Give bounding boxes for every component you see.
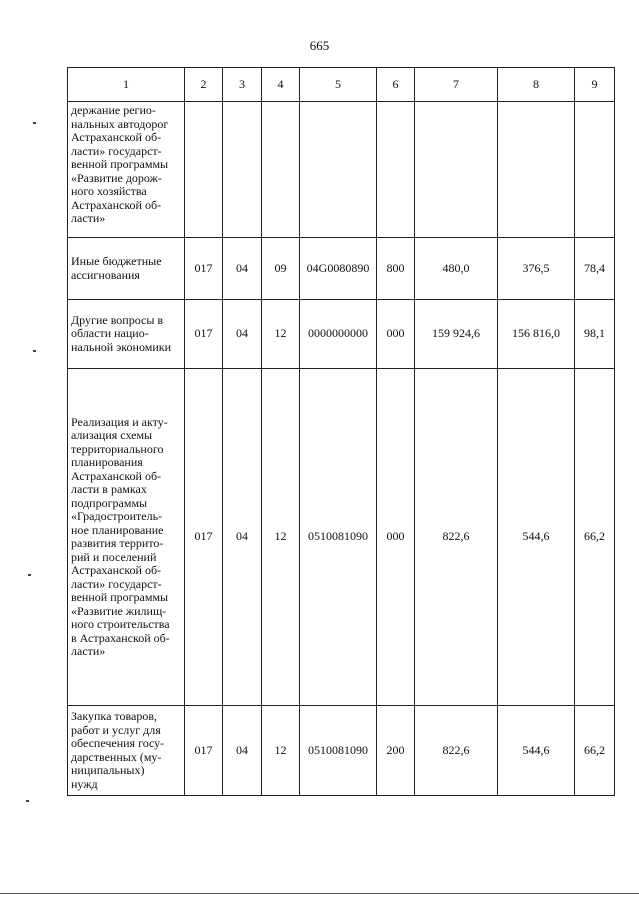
header-cell: 1	[68, 68, 185, 102]
description-line: «Развитие жилищ-	[71, 603, 167, 618]
header-cell: 2	[185, 68, 223, 102]
description-line: ного хозяйства	[71, 184, 147, 198]
cell-col5: 0510081090	[300, 369, 377, 706]
cell-col7: 822,6	[415, 706, 498, 796]
description-line: ласти» государст-	[71, 143, 162, 158]
cell-col2: 017	[185, 300, 223, 369]
cell-col7: 159 924,6	[415, 300, 498, 369]
header-cell: 7	[415, 68, 498, 102]
table-row	[68, 102, 615, 238]
description-line: ласти»	[71, 211, 106, 225]
cell-col3: 04	[223, 238, 262, 300]
cell-col2: 017	[185, 238, 223, 300]
cell-col4: 12	[262, 706, 300, 796]
description-line: ное планирование	[71, 522, 164, 537]
cell-col3: 04	[223, 706, 262, 796]
scan-mark	[28, 574, 31, 576]
description-line: Реализация и акту-	[71, 414, 168, 429]
cell-col9: 66,2	[575, 706, 615, 796]
row-description	[68, 300, 185, 369]
description-line: ниципальных)	[71, 763, 145, 777]
cell-col9	[575, 102, 615, 238]
description-line: Закупка товаров,	[71, 709, 157, 723]
cell-col7	[415, 102, 498, 238]
cell-col7: 480,0	[415, 238, 498, 300]
description-line: Астраханской об-	[71, 468, 162, 483]
header-cell: 8	[498, 68, 575, 102]
cell-col6: 800	[377, 238, 415, 300]
header-row	[68, 68, 615, 102]
description-line: работ и услуг для	[71, 722, 161, 737]
description-line: ного строительства	[71, 617, 170, 631]
description-line: венной программы	[71, 157, 169, 171]
cell-col8: 376,5	[498, 238, 575, 300]
header-cell: 5	[300, 68, 377, 102]
description-line: развития террито-	[71, 536, 164, 550]
cell-col2	[185, 102, 223, 238]
page-number: 665	[309, 38, 330, 53]
cell-col2: 017	[185, 706, 223, 796]
budget-table	[67, 67, 615, 796]
description-line: ализация схемы	[71, 428, 153, 442]
cell-col9: 98,1	[575, 300, 615, 369]
header-cell: 3	[223, 68, 262, 102]
cell-col6: 000	[377, 369, 415, 706]
cell-col8: 544,6	[498, 369, 575, 706]
table-row	[68, 300, 615, 369]
description-line: обеспечения госу-	[71, 736, 165, 750]
description-line: нальных автодорог	[71, 116, 169, 131]
description-line: Астраханской об-	[71, 130, 162, 144]
cell-col5: 04G0080890	[300, 238, 377, 300]
row-description	[68, 238, 185, 300]
cell-col3: 04	[223, 300, 262, 369]
cell-col3: 04	[223, 369, 262, 706]
row-description	[68, 706, 185, 796]
cell-col5: 0510081090	[300, 706, 377, 796]
cell-col6: 000	[377, 300, 415, 369]
cell-col9: 78,4	[575, 238, 615, 300]
description-line: Иные бюджетные	[71, 254, 162, 268]
description-line: ласти»	[71, 644, 106, 658]
table-row	[68, 706, 615, 796]
description-line: «Развитие дорож-	[71, 170, 162, 185]
description-line: ласти в рамках	[71, 482, 147, 496]
description-line: ассигнования	[71, 267, 140, 282]
cell-col5: 0000000000	[300, 300, 377, 369]
scan-bottom-edge	[0, 893, 639, 894]
description-line: Астраханской об-	[71, 563, 162, 577]
cell-col8	[498, 102, 575, 238]
header-cell: 4	[262, 68, 300, 102]
cell-col2: 017	[185, 369, 223, 706]
description-line: планирования	[71, 455, 143, 469]
description-line: нальной экономики	[71, 339, 171, 354]
row-description	[68, 369, 185, 706]
description-line: подпрограммы	[71, 495, 148, 510]
cell-col8: 544,6	[498, 706, 575, 796]
description-line: в Астраханской об-	[71, 630, 170, 645]
description-line: держание регио-	[71, 103, 156, 117]
header-cell: 9	[575, 68, 615, 102]
table-row	[68, 369, 615, 706]
cell-col8: 156 816,0	[498, 300, 575, 369]
cell-col4: 12	[262, 369, 300, 706]
description-line: венной программы	[71, 590, 169, 604]
cell-col4: 09	[262, 238, 300, 300]
cell-col9: 66,2	[575, 369, 615, 706]
header-cell: 6	[377, 68, 415, 102]
table-row	[68, 238, 615, 300]
description-line: ласти» государст-	[71, 576, 162, 591]
description-line: Астраханской об-	[71, 197, 162, 212]
description-line: территориального	[71, 441, 164, 456]
scan-mark	[33, 350, 36, 352]
cell-col4: 12	[262, 300, 300, 369]
cell-col6: 200	[377, 706, 415, 796]
cell-col5	[300, 102, 377, 238]
cell-col4	[262, 102, 300, 238]
scan-mark	[26, 800, 29, 802]
description-line: области нацио-	[71, 326, 149, 341]
description-line: «Градостроитель-	[71, 509, 163, 523]
description-line: Другие вопросы в	[71, 312, 164, 327]
scan-mark	[33, 122, 36, 124]
cell-col3	[223, 102, 262, 238]
cell-col6	[377, 102, 415, 238]
cell-col7: 822,6	[415, 369, 498, 706]
description-line: нужд	[71, 776, 98, 791]
description-line: рий и поселений	[71, 549, 157, 564]
description-line: дарственных (му-	[71, 749, 162, 764]
row-description	[68, 102, 185, 238]
